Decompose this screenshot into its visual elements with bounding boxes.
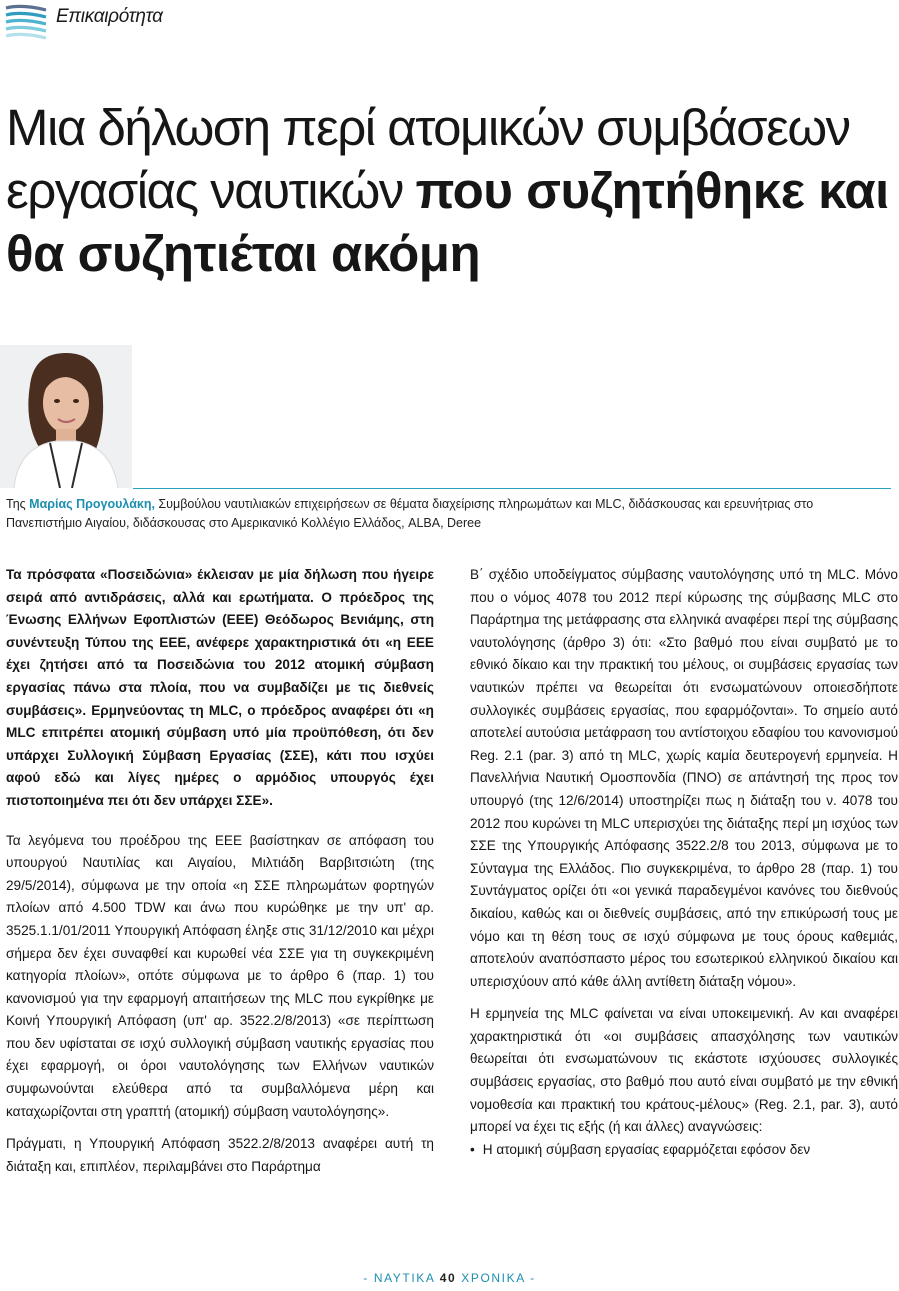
headline-light: Μια δήλωση περί ατομικών συμβάσεων εργασίας ναυτικών <box>6 99 850 219</box>
article-column-left <box>6 564 434 1178</box>
body-paragraph: Τα λεγόμενα του προέδρου της ΕΕΕ βασίστηκαν σε απόφαση του υπουργού Ναυτιλίας και Αιγαίου, Μιλτιάδη Βαρβιτσιώτη (της 29/5/2014), σύμφωνα με την οποία «η ΣΣΕ πληρωμάτων φορτηγών πλοίων από 4.500 TDW και άνω που κυρώθηκε με την υπ' αρ. 3525.1.1/01/2011 Υπουργική Απόφαση έληξε στις 31/12/2010 και μέχρι σήμερα δεν έχει συναφθεί και κυρωθεί νέα ΣΣΕ για τη συγκεκριμένη κατηγορία πλοίων», οπότε σύμφωνα με το άρθρο 6 (παρ. 1) του κανονισμού για την εφαρμογή απαιτήσεων της MLC που εγκρίθηκε με Κοινή Υπουργική Απόφαση (υπ' αρ. 3522.2/8/2013) «σε περίπτωση που δεν υφίσταται σε ισχύ συλλογική σύμβαση ναυτικής εργασίας που έχει εφαρμογή, οι όροι ναυτολόγησης των Ελλήνων ναυτικών συμφωνούνται ελεύθερα από τα συμβαλλόμενα μέρη και καταχωρίζονται στη γραπτή (ατομική) σύμβαση ναυτολόγησης». <box>6 832 434 1119</box>
page-number: 40 <box>439 1271 457 1285</box>
bullet-text: Η ατομική σύμβαση εργασίας εφαρμόζεται εφόσον δεν <box>482 1141 811 1157</box>
footer-right: ΧΡΟΝΙΚΑ - <box>456 1271 536 1285</box>
body-paragraph: Η ερμηνεία της MLC φαίνεται να είναι υποκειμενική. Αν και αναφέρει χαρακτηριστικά ότι «οι συμβάσεις απασχόλησης των ναυτικών θεωρείται ότι ενσωματώνουν τις εκάστοτε ισχύουσες συλλογικές συμβάσεις εργασίας, στο βαθμό που αυτό είναι συμβατό με την εθνική νομοθεσία και πρακτική του κράτους-μέλους» (Reg. 2.1, par. 3), αυτό μπορεί να έχει τις εξής (ή και άλλες) αναγνώσεις: <box>470 1006 898 1135</box>
byline-divider <box>133 488 891 489</box>
author-portrait <box>0 345 132 488</box>
page-footer <box>0 1271 899 1285</box>
article-column-right <box>470 564 898 1161</box>
article-headline <box>6 96 896 285</box>
bullet-icon: • <box>470 1141 475 1157</box>
section-label: Επικαιρότητα <box>56 6 163 27</box>
author-description: Συμβούλου ναυτιλιακών επιχειρήσεων σε θέματα διαχείρισης πληρωμάτων και MLC, διδάσκουσας και ερευνήτριας στο Πανεπιστήμιο Αιγαίου, διδάσκουσας στο Αμερικανικό Κολλέγιο Ελλάδος, ALBA, Deree <box>6 497 814 530</box>
body-paragraph: Πράγματι, η Υπουργική Απόφαση 3522.2/8/2013 αναφέρει αυτή τη διάταξη και, επιπλέον, περιλαμβάνει στο Παράρτημα <box>6 1136 434 1174</box>
headline-bold: που συζητήθηκε και θα συζητιέται ακόμη <box>6 162 889 282</box>
wave-stripes-icon <box>4 2 48 42</box>
body-paragraph: Β΄ σχέδιο υποδείγματος σύμβασης ναυτολόγησης υπό τη MLC. Μόνο που ο νόμος 4078 του 2012 περί κύρωσης της σύμβασης MLC στο Παράρτημα της μετάφρασης στα ελληνικά αναφέρει περί της σύμβασης ναυτολόγησης (άρθρο 3) ότι: «Στο βαθμό που είναι συμβατό με το εθνικό δίκαιο και την πρακτική του μέλους, οι συμβάσεις εργασίας των ναυτικών πρέπει να θεωρείται ότι ενσωματώνουν οποιεσδήποτε συλλογικές συμβάσεις εργασίας, που εφαρμόζονται». Το σημείο αυτό αποτελεί αυτούσια μετάφραση του αντίστοιχου εδαφίου του κανονισμού Reg. 2.1 (par. 3) από τη MLC, χωρίς καμία δευτερογενή ερμηνεία. Η Πανελλήνια Ναυτική Ομοσπονδία (ΠΝΟ) σε απάντησή της προς τον υπουργό (της 12/6/2014) υποστηρίζει πως η διάταξη του ν. 4078 του 2012 που κυρώνει τη MLC υπερισχύει της διάταξης περί μη ισχύος των ΣΣΕ της Υπουργικής Απόφασης 3522.2/8 του 2013, σύμφωνα με το Σύνταγμα της Ελλάδος. Πιο συγκεκριμένα, το άρθρο 28 (παρ. 1) του Συντάγματος ορίζει ότι «οι γενικά παραδεγμένοι κανόνες του διεθνούς δικαίου, καθώς και οι διεθνείς συμβάσεις, από την επικύρωσή τους με νόμο και τη θέση τους σε ισχύ σύμφωνα με τους όρους καθεμιάς, αποτελούν αναπόσπαστο μέρος του εσωτερικού ελληνικού δικαίου και υπερισχύουν από κάθε άλλη αντίθετη διάταξη νόμου». <box>470 567 898 989</box>
byline-prefix: Της <box>6 497 30 511</box>
lead-paragraph: Τα πρόσφατα «Ποσειδώνια» έκλεισαν με μία δήλωση που ήγειρε σειρά από αντιδράσεις, αλλά και ερωτήματα. Ο πρόεδρος της Ένωσης Ελλήνων Εφοπλιστών (ΕΕΕ) Θεόδωρος Βενιάμης, στη συνέντευξη Τύπου της ΕΕΕ, ανέφερε χαρακτηριστικά ότι «η ΕΕΕ έχει ζητήσει από τα Ποσειδώνια του 2012 ατομική σύμβαση εργασίας πάνω στα πλοία, που να συμβαδίζει με τις διεθνείς συμβάσεις». Ερμηνεύοντας τη MLC, ο πρόεδρος αναφέρει ότι «η MLC επιτρέπει ατομική σύμβαση υπό μία προϋπόθεση, ότι δεν υπάρχει Συλλογική Σύμβαση Εργασίας (ΣΣΕ), κάτι που ισχύει αφού εδώ και λίγες ημέρες ο αρμόδιος υπουργός έχει πιστοποιημένα πει ότι δεν υπάρχει ΣΣΕ». <box>6 567 434 808</box>
bullet-item <box>470 1139 898 1162</box>
author-byline <box>6 495 892 533</box>
author-name: Μαρίας Προγουλάκη, <box>29 497 155 511</box>
footer-left: - ΝΑΥΤΙΚΑ <box>363 1271 440 1285</box>
